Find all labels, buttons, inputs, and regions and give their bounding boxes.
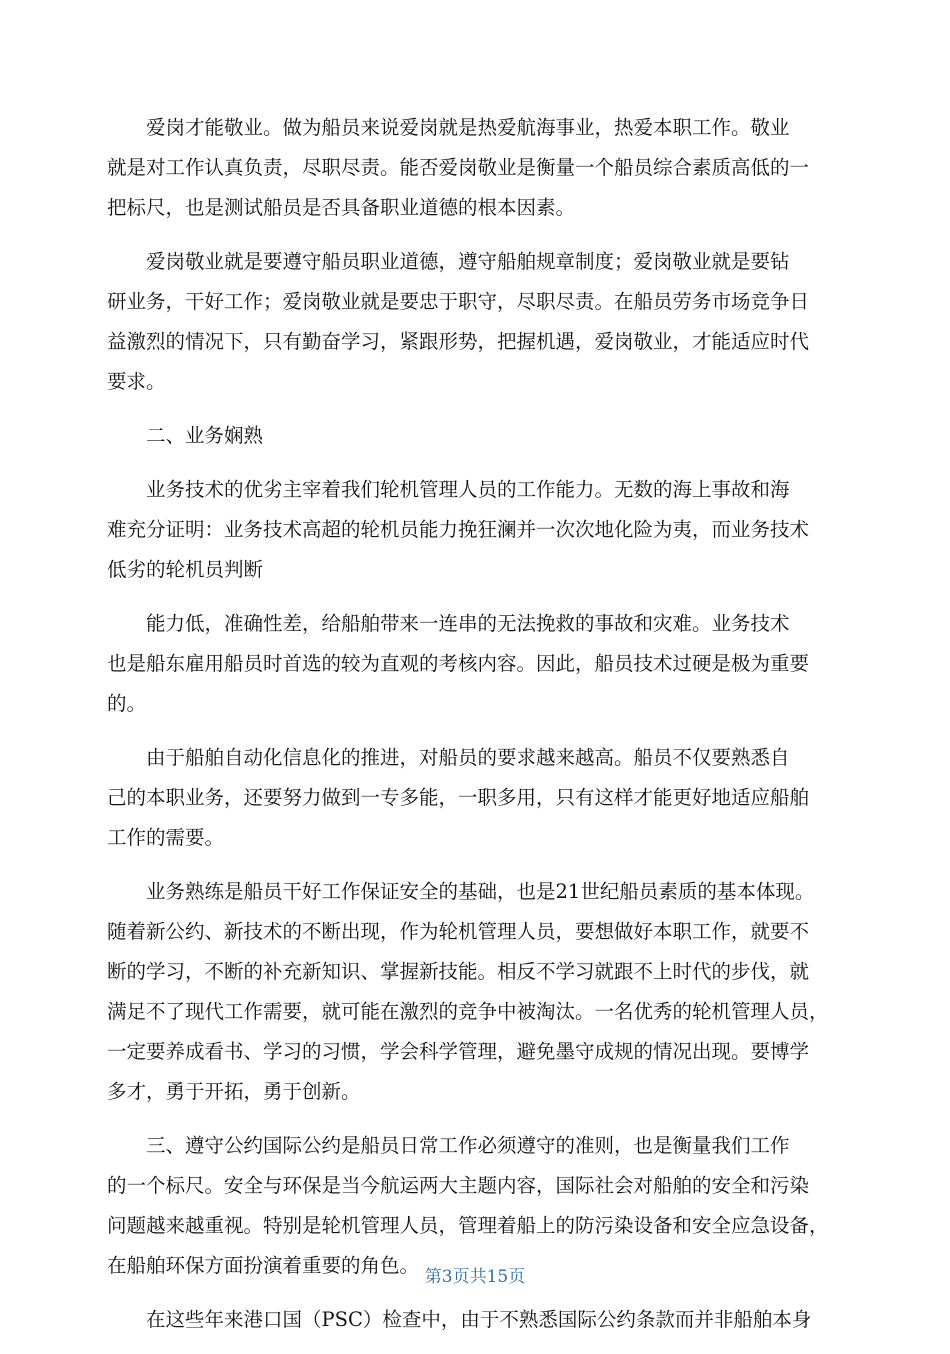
paragraph-line: 多才，勇于开拓，勇于创新。 [107,1080,361,1103]
paragraph-line: 业务熟练是船员干好工作保证安全的基础，也是21世纪船员素质的基本体现。 [146,880,815,903]
paragraph-line: 能力低，准确性差，给船舶带来一连串的无法挽救的事故和灾难。业务技术 [146,612,790,635]
paragraph-line: 断的学习，不断的补充新知识、掌握新技能。相反不学习就跟不上时代的步伐，就 [107,960,810,983]
paragraph-line: 的一个标尺。安全与环保是当今航运两大主题内容，国际社会对船舶的安全和污染 [107,1174,810,1197]
page-number-footer: 第3页共15页 [424,1267,526,1287]
paragraph-line: 业务技术的优劣主宰着我们轮机管理人员的工作能力。无数的海上事故和海 [146,478,790,501]
paragraph-line: 工作的需要。 [107,826,225,849]
paragraph [107,604,847,724]
paragraph-line: 的。 [107,692,147,715]
paragraph-line: 随着新公约、新技术的不断出现，作为轮机管理人员，要想做好本职工作，就要不 [107,920,810,943]
paragraph [107,242,847,402]
document-body [107,108,847,1354]
paragraph-line: 一定要养成看书、学习的习惯，学会科学管理，避免墨守成规的情况出现。要博学 [107,1040,810,1063]
paragraph-line: 三、遵守公约国际公约是船员日常工作必须遵守的准则，也是衡量我们工作 [146,1134,790,1157]
paragraph-line: 由于船舶自动化信息化的推进，对船员的要求越来越高。船员不仅要熟悉自 [146,746,790,769]
paragraph [107,108,847,228]
paragraph [107,416,847,456]
paragraph-line: 难充分证明：业务技术高超的轮机员能力挽狂澜并一次次地化险为夷，而业务技术 [107,518,810,541]
paragraph-line: 在船舶环保方面扮演着重要的角色。 [107,1254,420,1277]
paragraph-line: 问题越来越重视。特别是轮机管理人员，管理着船上的防污染设备和安全应急设备， [107,1214,829,1237]
paragraph-line: 也是船东雇用船员时首选的较为直观的考核内容。因此，船员技术过硬是极为重要 [107,652,810,675]
paragraph [107,738,847,858]
paragraph-line: 益激烈的情况下，只有勤奋学习，紧跟形势，把握机遇，爱岗敬业，才能适应时代 [107,330,810,353]
paragraph-line: 满足不了现代工作需要，就可能在激烈的竞争中被淘汰。一名优秀的轮机管理人员， [107,1000,829,1023]
paragraph-line: 爱岗才能敬业。做为船员来说爱岗就是热爱航海事业，热爱本职工作。敬业 [146,116,790,139]
paragraph-line: 己的本职业务，还要努力做到一专多能，一职多用，只有这样才能更好地适应船舶 [107,786,810,809]
paragraph-line: 把标尺，也是测试船员是否具备职业道德的根本因素。 [107,196,576,219]
paragraph-line: 研业务，干好工作；爱岗敬业就是要忠于职守，尽职尽责。在船员劳务市场竞争日 [107,290,810,313]
paragraph-line: 二、业务娴熟 [146,424,264,447]
paragraph [107,872,847,1112]
paragraph-line: 就是对工作认真负责，尽职尽责。能否爱岗敬业是衡量一个船员综合素质高低的一 [107,156,810,179]
paragraph [107,470,847,590]
paragraph-line: 要求。 [107,370,166,393]
paragraph-line: 在这些年来港口国（PSC）检查中，由于不熟悉国际公约条款而并非船舶本身 [146,1308,812,1331]
paragraph-line: 低劣的轮机员判断 [107,558,264,581]
paragraph [107,1300,847,1340]
paragraph-line: 爱岗敬业就是要遵守船员职业道德，遵守船舶规章制度；爱岗敬业就是要钻 [146,250,790,273]
